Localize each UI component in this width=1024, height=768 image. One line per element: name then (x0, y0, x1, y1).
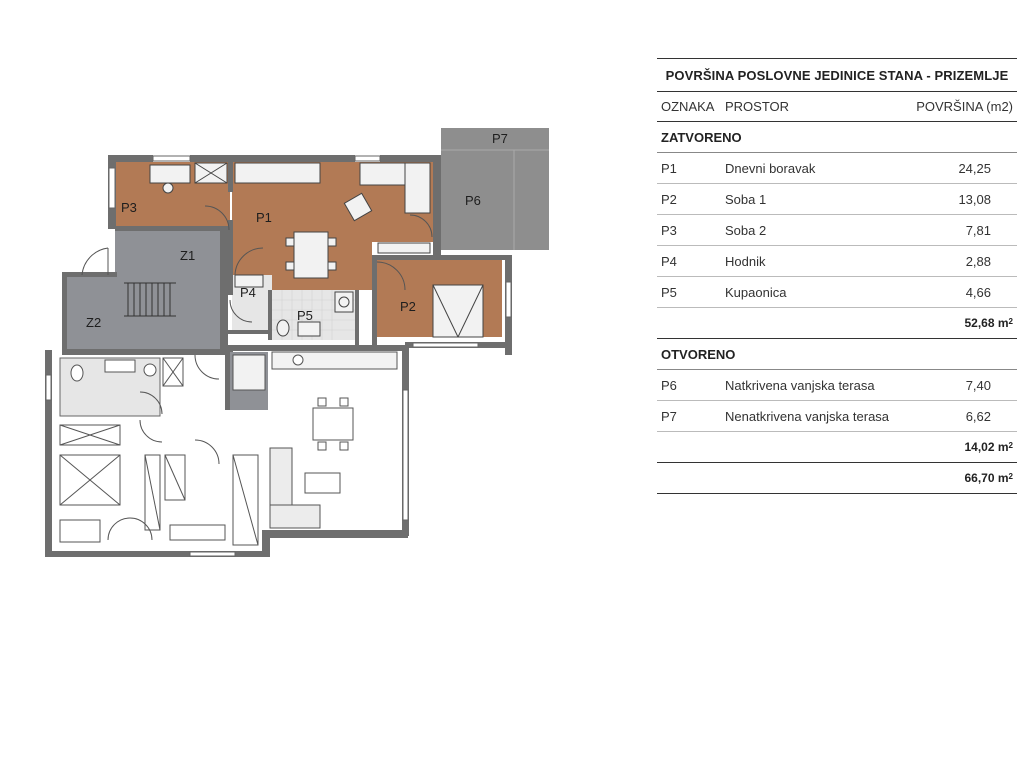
room-label-p2: P2 (400, 299, 416, 314)
row-code: P1 (661, 160, 677, 176)
row-name: Nenatkrivena vanjska terasa (725, 408, 890, 424)
row-area: 2,88 (965, 253, 991, 269)
row-area: 7,40 (965, 377, 991, 393)
row-area: 13,08 (958, 191, 991, 207)
row-code: P5 (661, 284, 677, 300)
row-name: Soba 1 (725, 191, 767, 207)
table-row (657, 184, 1017, 215)
header-code: OZNAKA (661, 99, 715, 114)
section-label-closed: ZATVORENO (657, 122, 1017, 153)
subtotal-open-value: 14,02 m (964, 440, 1009, 454)
terrace-p6 (441, 150, 549, 250)
subtotal-open (657, 432, 1017, 463)
table-row (657, 153, 1017, 184)
room-label-z1: Z1 (180, 248, 196, 263)
row-code: P2 (661, 191, 677, 207)
row-code: P7 (661, 408, 677, 424)
subtotal-closed-unit-sup: 2 (1008, 317, 1013, 326)
row-area: 7,81 (965, 222, 991, 238)
room-label-p1: P1 (256, 210, 272, 225)
row-name: Soba 2 (725, 222, 767, 238)
section-label-open: OTVORENO (657, 339, 1017, 370)
row-area: 24,25 (958, 160, 991, 176)
row-name: Kupaonica (725, 284, 787, 300)
room-label-p3: P3 (121, 200, 137, 215)
zone-z1 (115, 228, 230, 278)
row-code: P4 (661, 253, 677, 269)
area-table (657, 58, 1017, 494)
table-row (657, 277, 1017, 308)
grand-total-value: 66,70 m (964, 471, 1009, 485)
room-label-p5: P5 (297, 308, 313, 323)
table-row (657, 401, 1017, 432)
table-row (657, 246, 1017, 277)
row-code: P3 (661, 222, 677, 238)
zone-z2 (65, 275, 225, 351)
room-label-p7: P7 (492, 131, 508, 146)
row-area: 4,66 (965, 284, 991, 300)
row-name: Dnevni boravak (725, 160, 816, 176)
row-code: P6 (661, 377, 677, 393)
header-area: POVRŠINA (m2) (916, 99, 1013, 114)
subtotal-closed-value: 52,68 m (964, 316, 1009, 330)
row-name: Hodnik (725, 253, 766, 269)
grand-total-unit-sup: 2 (1008, 472, 1013, 481)
subtotal-closed (657, 308, 1017, 339)
lower-unit (45, 345, 409, 557)
room-label-p4: P4 (240, 285, 256, 300)
table-header-row (657, 92, 1017, 122)
table-title: POVRŠINA POSLOVNE JEDINICE STANA - PRIZEMLJE (657, 58, 1017, 92)
grand-total (657, 463, 1017, 494)
table-row (657, 215, 1017, 246)
row-area: 6,62 (965, 408, 991, 424)
table-row (657, 370, 1017, 401)
header-name: PROSTOR (725, 99, 790, 114)
subtotal-open-unit-sup: 2 (1008, 441, 1013, 450)
room-label-p6: P6 (465, 193, 481, 208)
room-label-z2: Z2 (86, 315, 102, 330)
row-name: Natkrivena vanjska terasa (725, 377, 875, 393)
